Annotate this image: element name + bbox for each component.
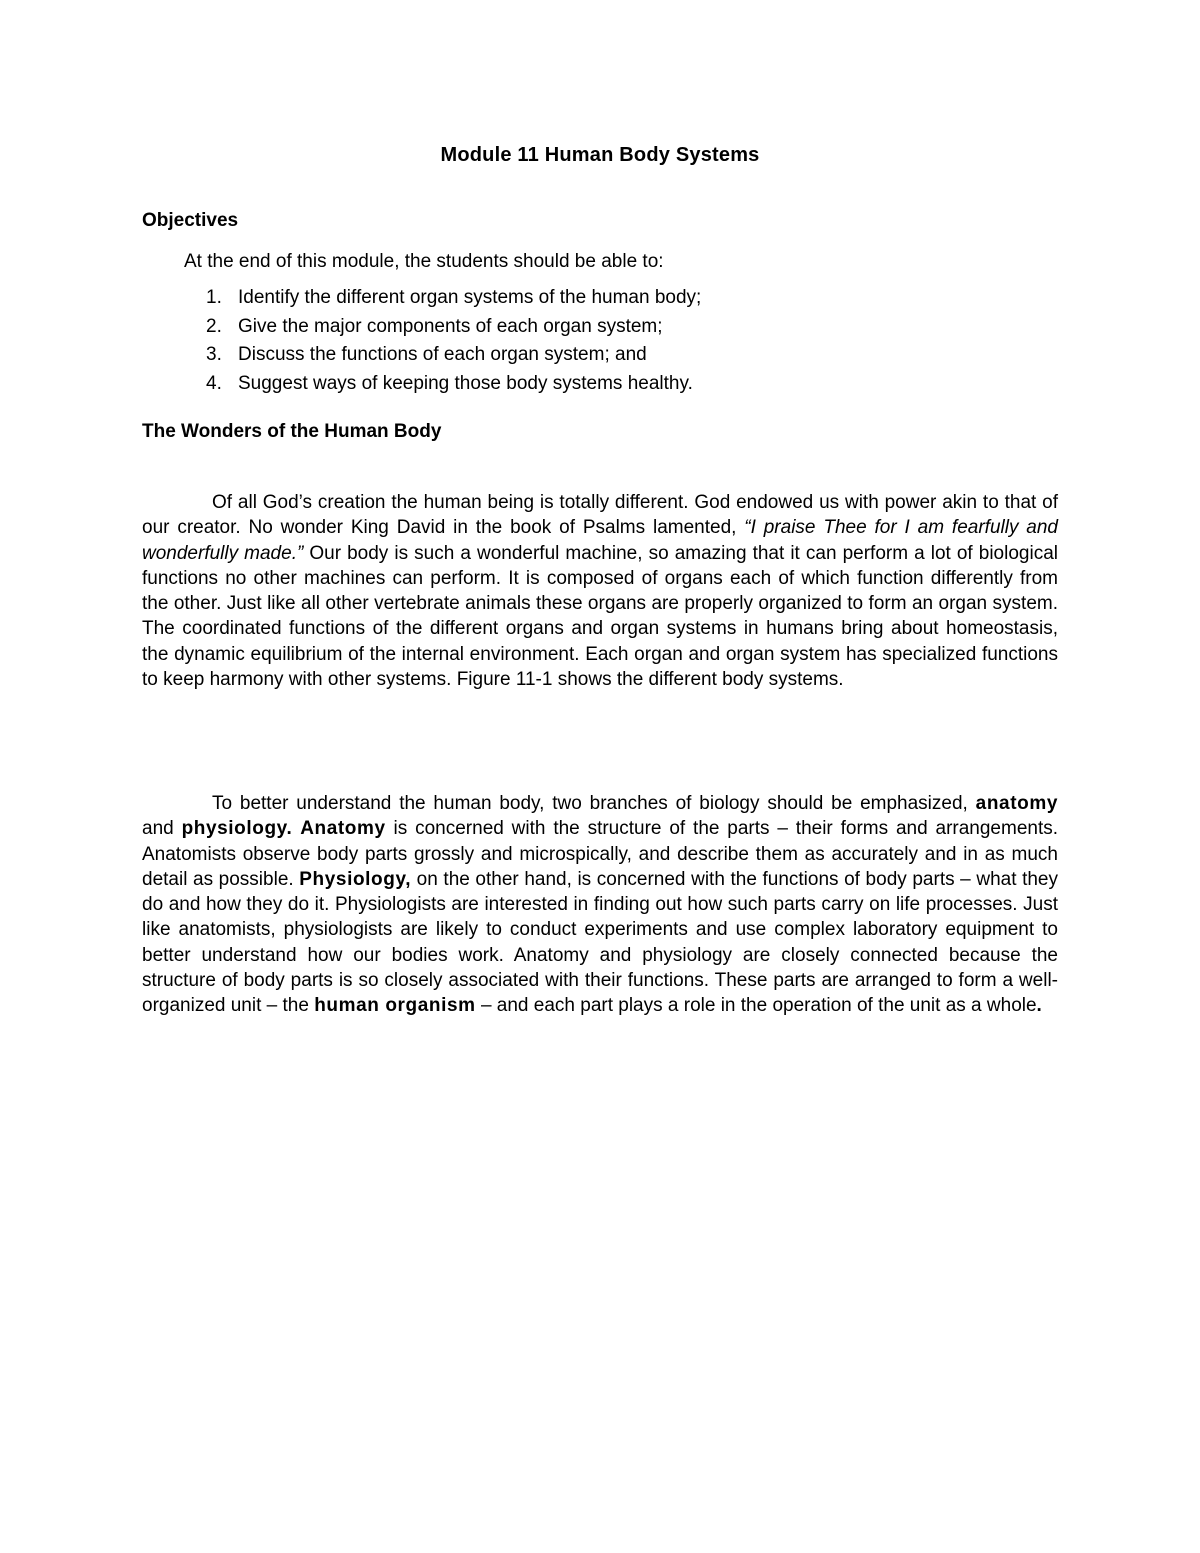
section-heading: The Wonders of the Human Body (142, 421, 442, 442)
objective-text: Discuss the functions of each organ system; and (238, 344, 647, 365)
objective-item (206, 284, 701, 313)
paragraph-text: To better understand the human body, two branches of biology should be emphasized, (212, 793, 976, 814)
objective-number: 3. (206, 344, 222, 365)
paragraph-text: Of all God’s creation the human being is totally different. God endowed us with power akin to that of our creator. No wonder King David in the book of Psalms lamented, (142, 492, 1058, 539)
objectives-heading: Objectives (142, 210, 239, 231)
term-anatomy-definition: Anatomy (300, 818, 386, 840)
objective-number: 4. (206, 372, 222, 394)
objective-text: Suggest ways of keeping those body systems healthy. (238, 372, 693, 394)
paragraph-text: and (142, 818, 182, 840)
objective-text: Give the major components of each organ system; (238, 315, 663, 337)
objectives-intro: At the end of this module, the students should be able to: (184, 251, 664, 272)
paragraph-text: is concerned with the structure of the parts – their forms and arrangements. Anatomists observe body parts grossly and microspically, and describe them as accurately and in as much detail as possible. (142, 818, 1059, 890)
objective-item (206, 341, 701, 370)
psalm-quote: “I praise Thee for I am fearfully and wonderfully made.” (142, 517, 1059, 564)
paragraph-text (292, 818, 300, 839)
paragraph-wonders (142, 490, 1058, 692)
paragraph-end-mark: . (1036, 995, 1043, 1017)
term-physiology-definition: Physiology, (299, 868, 412, 890)
term-human-organism: human organism (314, 995, 476, 1017)
page-title: Module 11 Human Body Systems (440, 144, 760, 166)
objective-item (206, 370, 701, 399)
objective-number: 2. (206, 315, 222, 337)
paragraph-text: Our body is such a wonderful machine, so amazing that it can perform a lot of biological functions no other machines can perform. It is composed of organs each of which function differently from the other. Just like all other vertebrate animals these organs are properly organized to form an organ system. The coordinated functions of the different organs and organ systems in humans bring about homeostasis, the dynamic equilibrium of the internal environment. Each organ and organ system has specialized functions to keep harmony with other systems. Figure 11-1 shows the different body systems. (142, 542, 1058, 691)
term-physiology: physiology. (181, 818, 293, 840)
paragraph-anatomy-physiology (142, 791, 1058, 1019)
term-anatomy: anatomy (975, 793, 1058, 814)
objective-number: 1. (206, 287, 222, 308)
objectives-list (206, 284, 701, 398)
objective-item (206, 313, 701, 342)
paragraph-text: – and each part plays a role in the operation of the unit as a whole (475, 995, 1037, 1017)
objective-text: Identify the different organ systems of the human body; (238, 287, 702, 308)
paragraph-text: on the other hand, is concerned with the functions of body parts – what they do and how they do it. Physiologists are interested in finding out how such parts carry on life processes. Just like anatomists, physiologists are likely to conduct experiments and use complex laboratory equipment to better understand how our bodies work. Anatomy and physiology are closely connected because the structure of body parts is so closely associated with their functions. These parts are arranged to form a well-organized unit – the (142, 868, 1058, 1017)
